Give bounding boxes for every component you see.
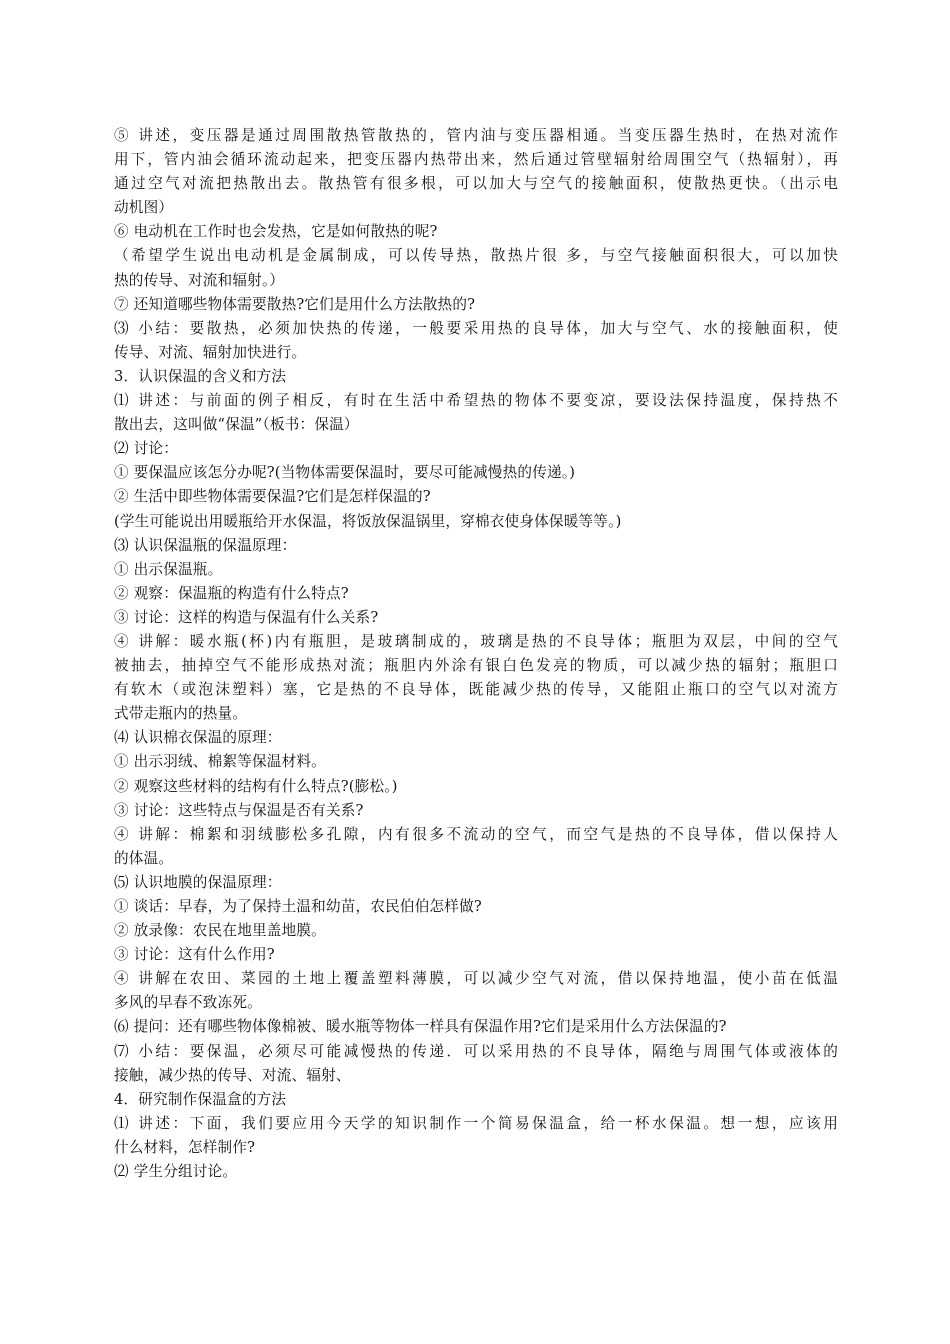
text-line: ① 要保温应该怎分办呢?(当物体需要保温时，要尽可能减慢热的传递。) [114, 464, 576, 482]
text-line: ④ 讲解在农田、菜园的土地上覆盖塑料薄膜，可以减少空气对流，借以保持地温，使小苗在低温 [114, 970, 838, 988]
document-page [114, 124, 838, 1184]
text-line: 用下，管内油会循环流动起来，把变压器内热带出来，然后通过管壁辐射给周围空气（热辐射），再 [114, 151, 838, 169]
text-line: ⑸ 认识地膜的保温原理： [114, 873, 282, 891]
text-line: ② 放录像：农民在地里盖地膜。 [114, 922, 326, 940]
text-line: ⑦ 还知道哪些物体需要散热?它们是用什么方法散热的? [114, 295, 476, 313]
text-line: ⑴ 讲述：下面，我们要应用今天学的知识制作一个简易保温盒，给一杯水保温。想一想，应该用 [114, 1114, 838, 1132]
text-line: ⑶ 认识保温瓶的保温原理： [114, 536, 297, 554]
text-line: ⑥ 电动机在工作时也会发热，它是如何散热的呢? [114, 223, 438, 241]
text-line: (学生可能说出用暖瓶给开水保温，将饭放保温锅里，穿棉衣使身体保暖等等。) [114, 512, 622, 530]
text-line: 的体温。 [114, 849, 174, 867]
text-line: ② 观察：保温瓶的构造有什么特点? [114, 584, 349, 602]
text-line: 什么材料，怎样制作? [114, 1138, 256, 1156]
text-line: ③ 讨论：这有什么作用? [114, 946, 275, 964]
text-line: ① 出示羽绒、棉絮等保温材料。 [114, 753, 326, 771]
text-line: 热的传导、对流和辐射。） [114, 271, 285, 289]
text-line: ⑷ 认识棉衣保温的原理： [114, 729, 282, 747]
text-line: ⑤ 讲述，变压器是通过周围散热管散热的，管内油与变压器相通。当变压器生热时，在热对流作 [114, 127, 838, 144]
text-line: ① 出示保温瓶。 [114, 560, 223, 578]
text-line: ④ 讲解：暖水瓶(杯)内有瓶胆，是玻璃制成的，玻璃是热的不良导体；瓶胆为双层，中间的空气 [114, 632, 838, 650]
text-line: 有软木（或泡沫塑料）塞，它是热的不良导体，既能减少热的传导，又能阻止瓶口的空气以对流方 [114, 681, 838, 699]
text-line: ③ 讨论：这些特点与保温是否有关系? [114, 801, 364, 819]
text-line: 被抽去，抽掉空气不能形成热对流；瓶胆内外涂有银白色发亮的物质，可以减少热的辐射；瓶胆口 [114, 657, 838, 675]
text-line: ⑺ 小结：要保温，必须尽可能减慢热的传递．可以采用热的不良导体，隔绝与周围气体或液体的 [114, 1042, 838, 1060]
text-line: ⑶ 小结：要散热，必须加快热的传递，一般要采用热的良导体，加大与空气、水的接触面积，使 [114, 319, 838, 337]
text-line: （希望学生说出电动机是金属制成，可以传导热，散热片很 多，与空气接触面积很大，可以加快 [114, 247, 838, 265]
text-line: 3．认识保温的含义和方法 [114, 367, 287, 385]
text-line: 传导、对流、辐射加快进行。 [114, 343, 307, 361]
text-line: ⑵ 学生分组讨论。 [114, 1163, 238, 1181]
text-line: 4．研究制作保温盒的方法 [114, 1090, 287, 1108]
text-line: 式带走瓶内的热量。 [114, 705, 248, 723]
text-line: ② 生活中即些物体需要保温?它们是怎样保温的? [114, 488, 431, 506]
text-line: 通过空气对流把热散出去。散热管有很多根，可以加大与空气的接触面积，使散热更快。（出示电 [114, 175, 838, 193]
text-line: ④ 讲解：棉絮和羽绒膨松多孔隙，内有很多不流动的空气，而空气是热的不良导体，借以保持人 [114, 825, 838, 843]
text-line: 散出去，这叫做“保温”（板书：保温） [114, 416, 359, 434]
text-line: ① 谈话：早春，为了保持土温和幼苗，农民伯伯怎样做? [114, 898, 482, 915]
text-line: ⑹ 提问：还有哪些物体像棉被、暖水瓶等物体一样具有保温作用?它们是采用什么方法保温的? [114, 1018, 727, 1036]
text-line: ⑴ 讲述：与前面的例子相反，有时在生活中希望热的物体不要变凉，要设法保持温度，保持热不 [114, 392, 838, 410]
text-line: ③ 讨论：这样的构造与保温有什么关系? [114, 608, 379, 626]
text-line: ② 观察这些材料的结构有什么特点?(膨松。) [114, 777, 398, 795]
text-line: ⑵ 讨论： [114, 440, 179, 458]
text-line: 接触，减少热的传导、对流、辐射、 [114, 1066, 351, 1084]
text-line: 多风的早春不致冻死。 [114, 994, 262, 1012]
text-line: 动机图） [114, 199, 174, 217]
